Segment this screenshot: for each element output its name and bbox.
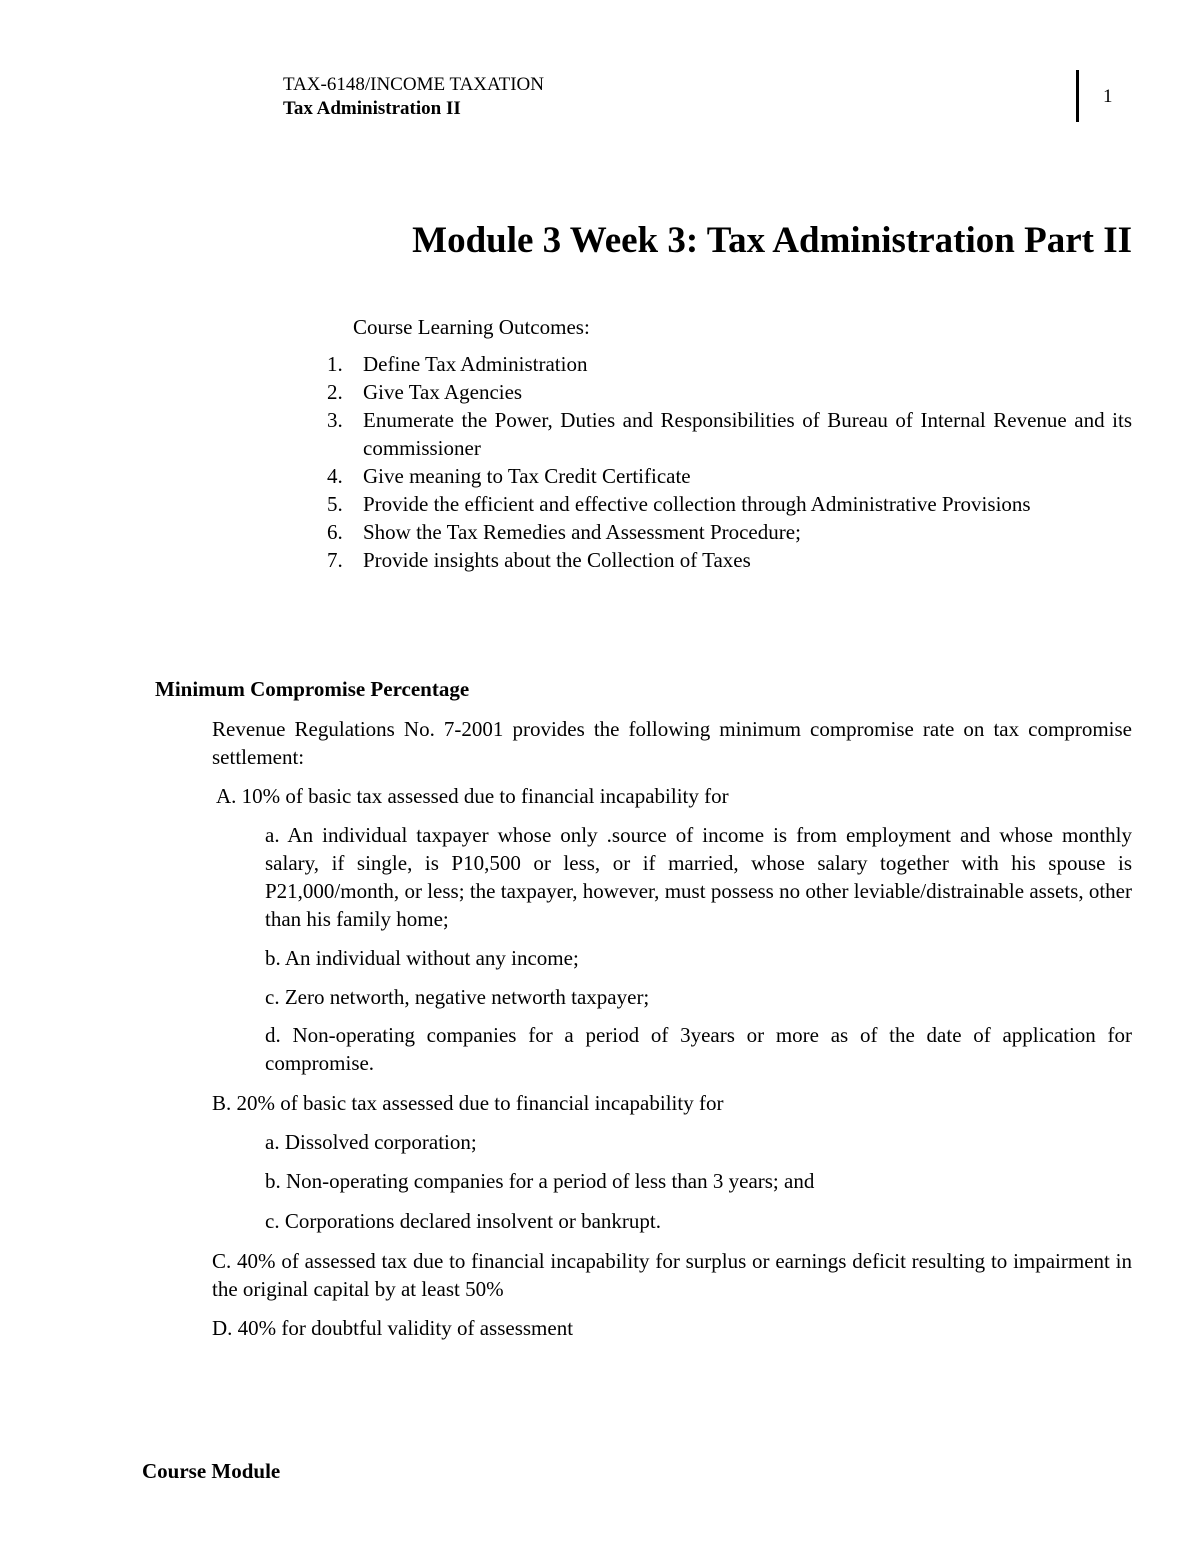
page-title: Module 3 Week 3: Tax Administration Part II <box>412 220 1132 261</box>
outcome-item <box>327 378 1132 406</box>
section-intro: Revenue Regulations No. 7-2001 provides the following minimum compromise rate on tax compromise settlement: <box>212 717 1132 769</box>
category-b-heading: B. 20% of basic tax assessed due to financial incapability for <box>212 1091 724 1115</box>
outcome-number: 3. <box>327 408 343 432</box>
outcome-number: 5. <box>327 492 343 516</box>
category-b-item: b. Non-operating companies for a period of less than 3 years; and <box>265 1169 815 1193</box>
category-c-text: C. 40% of assessed tax due to financial incapability for surplus or earnings deficit resulting to impairment in the original capital by at least 50% <box>212 1249 1132 1301</box>
footer-label: Course Module <box>142 1459 281 1483</box>
category-b-item: a. Dissolved corporation; <box>265 1130 477 1154</box>
outcome-item <box>327 350 1132 378</box>
outcome-number: 1. <box>327 352 343 376</box>
category-a-item: a. An individual taxpayer whose only .source of income is from employment and whose monthly salary, if single, is P10,500 or less, or if married, whose salary together with his spouse is P21,000/month, or less; the taxpayer, however, must possess no other leviable/distrainable assets, other than his family home; <box>265 823 1132 931</box>
header-topic: Tax Administration II <box>283 98 461 119</box>
category-b-item: c. Corporations declared insolvent or bankrupt. <box>265 1209 661 1233</box>
outcome-item <box>327 490 1132 518</box>
header-divider <box>1076 70 1079 122</box>
header-course-code: TAX-6148/INCOME TAXATION <box>283 74 544 95</box>
outcome-number: 4. <box>327 464 343 488</box>
category-a-heading: A. 10% of basic tax assessed due to financial incapability for <box>216 784 729 808</box>
outcome-text: Define Tax Administration <box>363 352 588 376</box>
outcome-item <box>327 518 1132 546</box>
outcome-number: 2. <box>327 380 343 404</box>
outcome-number: 7. <box>327 548 343 572</box>
learning-outcomes-list <box>327 350 1132 574</box>
category-a-item: d. Non-operating companies for a period of 3years or more as of the date of application for compromise. <box>265 1023 1132 1075</box>
outcome-text: Show the Tax Remedies and Assessment Procedure; <box>363 520 801 544</box>
outcome-number: 6. <box>327 520 343 544</box>
outcome-item <box>327 546 1132 574</box>
outcome-item <box>327 462 1132 490</box>
outcome-item <box>327 406 1132 462</box>
learning-outcomes-heading: Course Learning Outcomes: <box>353 315 590 339</box>
category-d-text: D. 40% for doubtful validity of assessment <box>212 1316 574 1340</box>
outcome-text: Give meaning to Tax Credit Certificate <box>363 464 691 488</box>
page-number: 1 <box>1103 86 1113 107</box>
category-a-item: b. An individual without any income; <box>265 946 579 970</box>
outcome-text: Give Tax Agencies <box>363 380 523 404</box>
outcome-text: Provide insights about the Collection of Taxes <box>363 548 751 572</box>
section-heading: Minimum Compromise Percentage <box>155 677 470 701</box>
outcome-text: Enumerate the Power, Duties and Responsibilities of Bureau of Internal Revenue and its commissioner <box>363 408 1132 460</box>
category-a-item: c. Zero networth, negative networth taxpayer; <box>265 985 650 1009</box>
outcome-text: Provide the efficient and effective collection through Administrative Provisions <box>363 492 1031 516</box>
